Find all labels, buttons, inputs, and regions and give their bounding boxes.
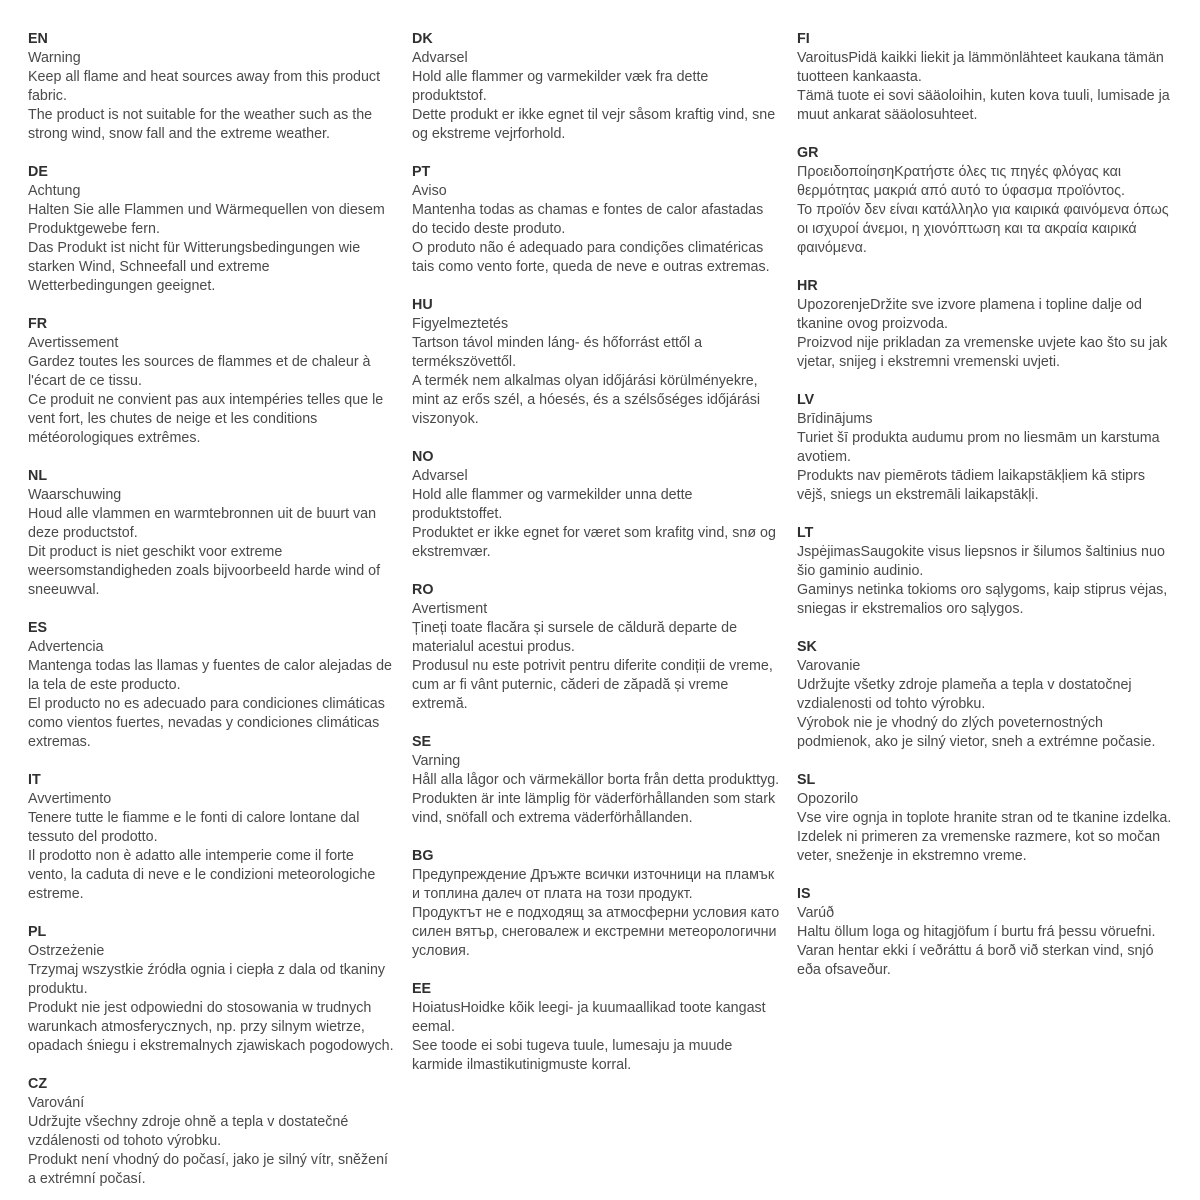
warning-line: HoiatusHoidke kõik leegi- ja kuumaallikad toote kangast eemal. — [412, 1000, 766, 1035]
warning-line: Varovanie — [797, 658, 861, 674]
language-block-sk — [797, 638, 1173, 752]
language-code-label: EE — [412, 981, 432, 997]
warning-line: Waarschuwing — [28, 487, 122, 503]
warning-line: Produkt nie jest odpowiedni do stosowania w trudnych warunkach atmosferycznych, np. przy silnym wietrze, opadach śniegu i ekstremalnych zjawiskach pogodowych. — [28, 1000, 394, 1054]
language-block-pl — [28, 923, 396, 1056]
language-code-label: FI — [797, 31, 810, 47]
warning-line: Gaminys netinka tokioms oro sąlygoms, kaip stiprus vėjas, sniegas ir ekstremalios oro sąlygos. — [797, 582, 1168, 617]
language-block-de — [28, 163, 396, 296]
language-code-label: IS — [797, 886, 811, 902]
warning-line: Produkt není vhodný do počasí, jako je silný vítr, sněžení a extrémní počasí. — [28, 1152, 389, 1187]
warning-line: Tartson távol minden láng- és hőforrást ettől a termékszövettől. — [412, 335, 703, 370]
warning-line: Das Produkt ist nicht für Witterungsbedingungen wie starken Wind, Schneefall und extreme Wetterbedingungen geeignet. — [28, 240, 361, 294]
language-code-label: EN — [28, 31, 48, 47]
language-code-label: LV — [797, 392, 815, 408]
language-code-label: NL — [28, 468, 48, 484]
warning-line: Avertissement — [28, 335, 119, 351]
language-code-label: FR — [28, 316, 48, 332]
warning-line: Proizvod nije prikladan za vremenske uvjete kao što su jak vjetar, snijeg i ekstremni vremenski uvjeti. — [797, 335, 1168, 370]
language-block-es — [28, 619, 396, 752]
warning-line: Gardez toutes les sources de flammes et de chaleur à l'écart de ce tissu. — [28, 354, 371, 389]
language-code-label: CZ — [28, 1076, 48, 1092]
warning-line: Hold alle flammer og varmekilder væk fra dette produktstof. — [412, 69, 709, 104]
language-code-label: NO — [412, 449, 434, 465]
language-block-pt — [412, 163, 781, 277]
warning-line: Håll alla lågor och värmekällor borta från detta produkttyg. — [412, 772, 780, 788]
warning-line: Produktet er ikke egnet for været som krafitg vind, snø og ekstremvær. — [412, 525, 776, 560]
warning-line: Brīdinājums — [797, 411, 873, 427]
warning-line: Hold alle flammer og varmekilder unna dette produktstoffet. — [412, 487, 693, 522]
warning-line: Tämä tuote ei sovi sääoloihin, kuten kova tuuli, lumisade ja muut ankarat sääolosuhteet. — [797, 88, 1170, 123]
warning-line: Advertencia — [28, 639, 104, 655]
warning-line: ΠροειδοποίησηΚρατήστε όλες τις πηγές φλόγας και θερμότητας μακριά από αυτό το ύφασμα προϊόντος. — [797, 164, 1126, 199]
language-block-lt — [797, 524, 1173, 619]
language-block-hr — [797, 277, 1173, 372]
warning-line: See toode ei sobi tugeva tuule, lumesaju ja muude karmide ilmastikutinigmuste korral. — [412, 1038, 733, 1073]
warning-line: The product is not suitable for the weather such as the strong wind, snow fall and the extreme weather. — [28, 107, 373, 142]
warning-line: Varúð — [797, 905, 835, 921]
warning-line: UpozorenjeDržite sve izvore plamena i topline dalje od tkanine ovog proizvoda. — [797, 297, 1142, 332]
language-code-label: ES — [28, 620, 48, 636]
warning-column-3 — [797, 30, 1173, 999]
warning-line: El producto no es adecuado para condiciones climáticas como vientos fuertes, nevadas y condiciones climáticas extremas. — [28, 696, 385, 750]
warning-column-1 — [28, 30, 396, 1200]
language-block-hu — [412, 296, 781, 429]
language-code-label: SK — [797, 639, 817, 655]
language-block-lv — [797, 391, 1173, 505]
warning-line: Výrobok nie je vhodný do zlých poveternostných podmienok, ako je silný vietor, sneh a extrémne počasie. — [797, 715, 1156, 750]
language-block-en — [28, 30, 396, 144]
language-code-label: DE — [28, 164, 48, 180]
language-block-cz — [28, 1075, 396, 1189]
warning-column-2 — [412, 30, 781, 1094]
language-block-is — [797, 885, 1173, 980]
warning-line: Mantenga todas las llamas y fuentes de calor alejadas de la tela de este producto. — [28, 658, 392, 693]
language-code-label: HU — [412, 297, 433, 313]
warning-line: Varning — [412, 753, 461, 769]
language-block-dk — [412, 30, 781, 144]
warning-line: Turiet šī produkta audumu prom no liesmām un karstuma avotiem. — [797, 430, 1160, 465]
warning-line: Achtung — [28, 183, 81, 199]
language-block-gr — [797, 144, 1173, 258]
warning-line: Trzymaj wszystkie źródła ognia i ciepła z dala od tkaniny produktu. — [28, 962, 386, 997]
language-block-se — [412, 733, 781, 828]
warning-line: Produkts nav piemērots tādiem laikapstākļiem kā stiprs vējš, sniegs un ekstremāli laikapstākļi. — [797, 468, 1146, 503]
warning-line: Advarsel — [412, 50, 468, 66]
warning-line: Ostrzeżenie — [28, 943, 105, 959]
language-code-label: SL — [797, 772, 816, 788]
warning-line: Țineți toate flacăra și sursele de căldură departe de materialul acestui produs. — [412, 620, 738, 655]
warning-line: Produkten är inte lämplig för väderförhållanden som stark vind, snöfall och extrema väderförhållanden. — [412, 791, 776, 826]
warning-line: Haltu öllum loga og hitagjöfum í burtu frá þessu vöruefni. — [797, 924, 1156, 940]
language-block-bg — [412, 847, 781, 961]
warning-line: Il prodotto non è adatto alle intemperie come il forte vento, la caduta di neve e le condizioni meteorologiche estreme. — [28, 848, 376, 902]
language-code-label: RO — [412, 582, 434, 598]
language-code-label: GR — [797, 145, 819, 161]
warning-line: Aviso — [412, 183, 447, 199]
language-block-ee — [412, 980, 781, 1075]
warning-line: Tenere tutte le fiamme e le fonti di calore lontane dal tessuto del prodotto. — [28, 810, 360, 845]
warning-line: Houd alle vlammen en warmtebronnen uit de buurt van deze productstof. — [28, 506, 377, 541]
warning-line: Advarsel — [412, 468, 468, 484]
language-block-fi — [797, 30, 1173, 125]
warning-line: Keep all flame and heat sources away from this product fabric. — [28, 69, 381, 104]
warning-line: Avertisment — [412, 601, 488, 617]
warning-line: Предупреждение Дръжте всички източници на пламък и топлина далеч от плата на този продукт. — [412, 867, 775, 902]
language-block-it — [28, 771, 396, 904]
language-block-fr — [28, 315, 396, 448]
language-block-ro — [412, 581, 781, 714]
warning-line: Warning — [28, 50, 81, 66]
warning-line: Varování — [28, 1095, 85, 1111]
warning-line: Halten Sie alle Flammen und Wärmequellen von diesem Produktgewebe fern. — [28, 202, 385, 237]
warning-line: JspėjimasSaugokite visus liepsnos ir šilumos šaltinius nuo šio gaminio audinio. — [797, 544, 1165, 579]
warning-line: Vse vire ognja in toplote hranite stran od te tkanine izdelka. — [797, 810, 1172, 826]
warning-line: A termék nem alkalmas olyan időjárási körülményekre, mint az erős szél, a hóesés, és a szélsőséges időjárási viszonyok. — [412, 373, 761, 427]
warning-line: Dette produkt er ikke egnet til vejr såsom kraftig vind, sne og ekstreme vejrforhold. — [412, 107, 776, 142]
warning-line: Mantenha todas as chamas e fontes de calor afastadas do tecido deste produto. — [412, 202, 764, 237]
warning-line: Udržujte všetky zdroje plameňa a tepla v dostatočnej vzdialenosti od tohto výrobku. — [797, 677, 1132, 712]
warning-line: Dit product is niet geschikt voor extreme weersomstandigheden zoals bijvoorbeeld harde wind of sneeuwval. — [28, 544, 381, 598]
warning-line: Figyelmeztetés — [412, 316, 509, 332]
language-code-label: IT — [28, 772, 41, 788]
language-code-label: PT — [412, 164, 431, 180]
warning-line: Izdelek ni primeren za vremenske razmere, kot so močan veter, sneženje in ekstremno vreme. — [797, 829, 1161, 864]
language-block-sl — [797, 771, 1173, 866]
warning-line: Ce produit ne convient pas aux intempéries telles que le vent fort, les chutes de neige et les conditions météorologiques extrêmes. — [28, 392, 384, 446]
warning-line: Το προϊόν δεν είναι κατάλληλο για καιρικά φαινόμενα όπως οι ισχυροί άνεμοι, η χιονόπτωση και τα ακραία καιρικά φαινόμενα. — [797, 202, 1169, 256]
language-code-label: DK — [412, 31, 433, 47]
language-code-label: LT — [797, 525, 814, 541]
warning-line: Opozorilo — [797, 791, 859, 807]
language-block-no — [412, 448, 781, 562]
language-block-nl — [28, 467, 396, 600]
warning-line: VaroitusPidä kaikki liekit ja lämmönlähteet kaukana tämän tuotteen kankaasta. — [797, 50, 1164, 85]
language-code-label: SE — [412, 734, 432, 750]
warning-line: Avvertimento — [28, 791, 112, 807]
language-code-label: HR — [797, 278, 818, 294]
warning-line: Varan hentar ekki í veðráttu á borð við sterkan vind, snjó eða ofsaveður. — [797, 943, 1154, 978]
warning-line: Produsul nu este potrivit pentru diferite condiții de vreme, cum ar fi vânt puternic, căderi de zăpadă și vreme extremă. — [412, 658, 773, 712]
warning-line: O produto não é adequado para condições climatéricas tais como vento forte, queda de neve e outras extremas. — [412, 240, 770, 275]
language-code-label: PL — [28, 924, 47, 940]
language-code-label: BG — [412, 848, 434, 864]
warning-line: Продуктът не е подходящ за атмосферни условия като силен вятър, снеговалеж и екстремни метеорологични условия. — [412, 905, 780, 959]
warning-line: Udržujte všechny zdroje ohně a tepla v dostatečné vzdálenosti od tohoto výrobku. — [28, 1114, 349, 1149]
